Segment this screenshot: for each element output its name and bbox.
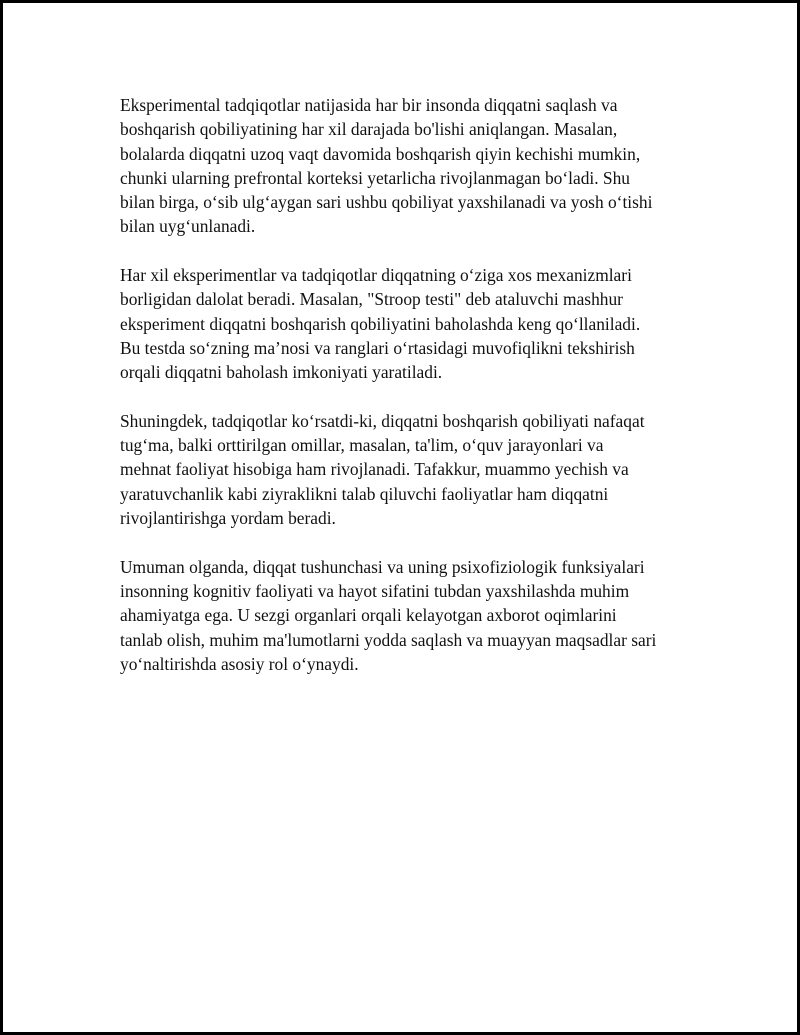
document-body: [120, 93, 695, 700]
paragraph-4: Umuman olganda, diqqat tushunchasi va uning psixofiziologik funksiyalari insonning kognitiv faoliyati va hayot sifatini tubdan yaxshilashda muhim ahamiyatga ega. U sezgi organlari orqali kelayotgan axborot oqimlarini tanlab olish, muhim ma'lumotlarni yodda saqlash va muayyan maqsadlar sari yo‘naltirishda asosiy rol o‘ynaydi.: [120, 556, 657, 674]
paragraph-3: Shuningdek, tadqiqotlar ko‘rsatdi-ki, diqqatni boshqarish qobiliyati nafaqat tug‘ma, balki orttirilgan omillar, masalan, ta'lim, o‘quv jarayonlari va mehnat faoliyat hisobiga ham rivojlanadi. Tafakkur, muammo yechish va yaratuvchanlik kabi ziyraklikni talab qiluvchi faoliyatlar ham diqqatni rivojlantirishga yordam beradi.: [120, 410, 645, 529]
paragraph-2: Har xil eksperimentlar va tadqiqotlar diqqatning o‘ziga xos mexanizmlari borligidan dalolat beradi. Masalan, "Stroop testi" deb ataluvchi mashhur eksperiment diqqatni boshqarish qobiliyatini baholashda keng qo‘llaniladi. Bu testda so‘zning ma’nosi va ranglari o‘rtasidagi muvofiqlikni tekshirish orqali diqqatni baholash imkoniyati yaratiladi.: [120, 265, 641, 383]
paragraph-1: Eksperimental tadqiqotlar natijasida har bir insonda diqqatni saqlash va boshqarish qobiliyatining har xil darajada bo'lishi aniqlangan. Masalan, bolalarda diqqatni uzoq vaqt davomida boshqarish qiyin kechishi mumkin, chunki ularning prefrontal korteksi yetarlicha rivojlanmagan bo‘ladi. Shu bilan birga, o‘sib ulg‘aygan sari ushbu qobiliyat yaxshilanadi va yosh o‘tishi bilan uyg‘unlanadi.: [120, 95, 653, 237]
